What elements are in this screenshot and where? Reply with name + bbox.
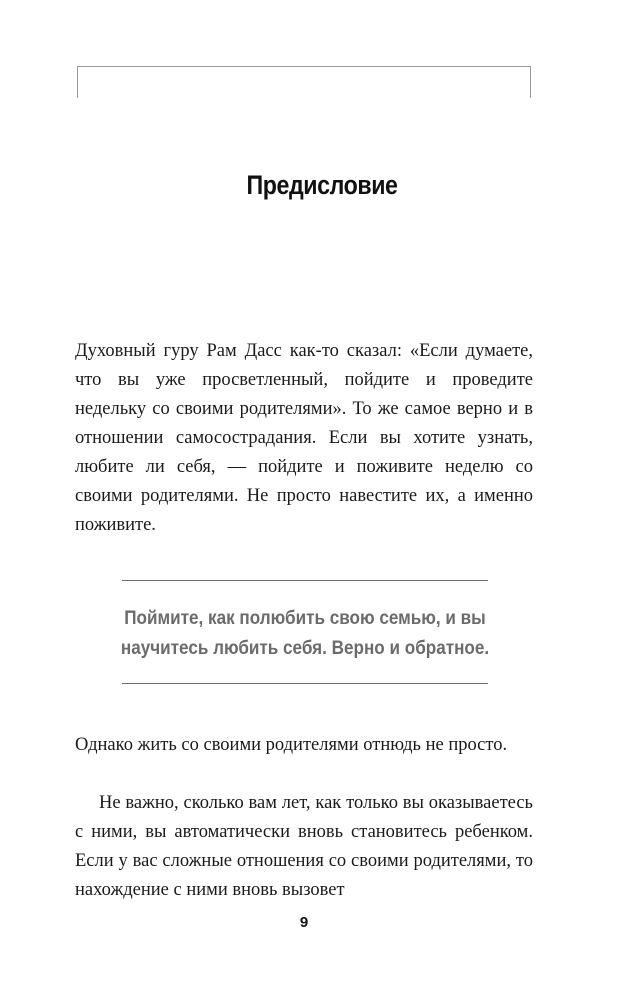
chapter-title: Предисловие bbox=[246, 170, 398, 200]
running-header-frame bbox=[77, 66, 531, 98]
page-number: 9 bbox=[299, 914, 309, 931]
pull-quote: Поймите, как полюбить свою семью, и вы научитесь любить себя. Верно и обратное. bbox=[120, 608, 490, 659]
pull-quote-bottom-rule bbox=[122, 683, 488, 684]
pull-quote-top-rule bbox=[122, 580, 488, 581]
body-paragraph-2: Однако жить со своими родителями отнюдь не просто. bbox=[75, 735, 508, 755]
body-paragraph-3: Не важно, сколько вам лет, как только вы оказываетесь с ними, вы автоматически вновь становитесь ребенком. Если у вас сложные отношения со своими родителями, то нахождение с ними вновь вызовет bbox=[75, 793, 533, 900]
body-paragraph-1: Духовный гуру Рам Дасс как-то сказал: «Если думаете, что вы уже просветленный, пойдите и проведите недельку со своими родителями». То же самое верно и в отношении самосострадания. Если вы хотите узнать, любите ли себя, — пойдите и поживите неделю со своими родителями. Не просто навестите их, а именно поживите. bbox=[75, 341, 533, 535]
